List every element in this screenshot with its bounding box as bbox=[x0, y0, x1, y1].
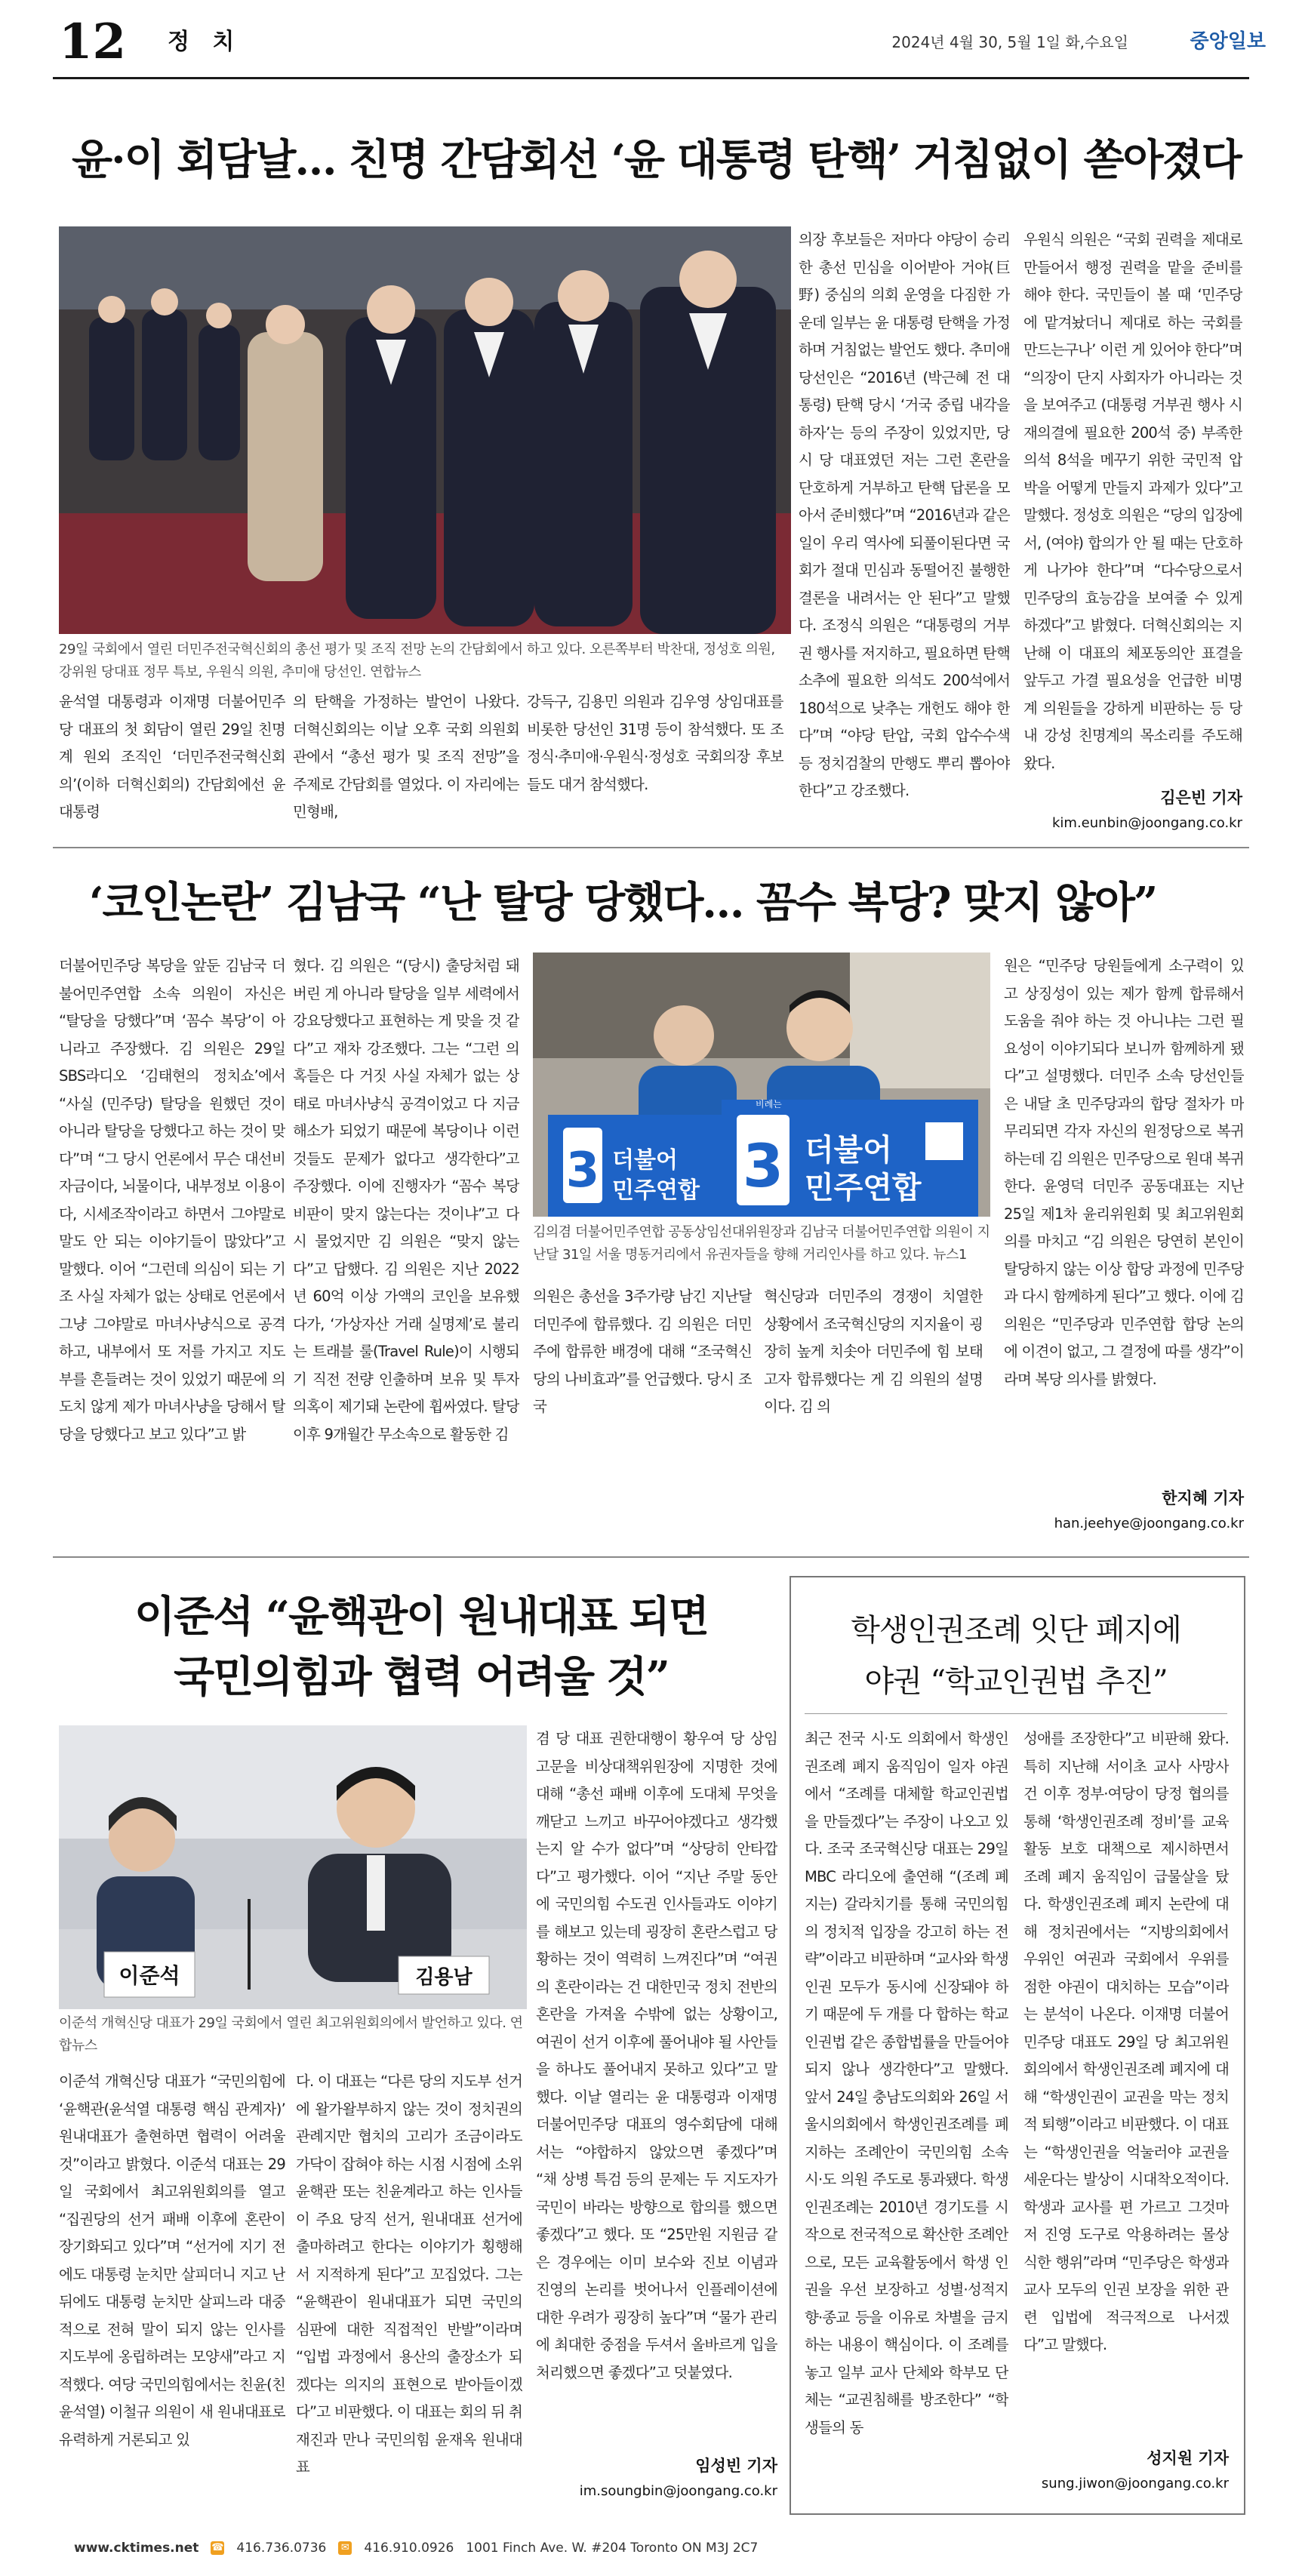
article1-photo-image bbox=[59, 226, 791, 634]
article1-headline: 윤·이 회담날… 친명 간담회선 ‘윤 대통령 탄핵’ 거침없이 쏟아졌다 bbox=[72, 135, 1241, 185]
footer-website[interactable]: www.cktimes.net bbox=[74, 2541, 199, 2556]
article2-column-4: 혁신당과 더민주의 경쟁이 치열한 상황에서 조국혁신당의 지지율이 굉장히 높게 치솟아 더민주에 힘 보태고자 합류했다는 게 김 의원의 설명이다. 김 의 bbox=[764, 1288, 983, 1415]
article2-email[interactable]: han.jeehye@joongang.co.kr bbox=[1054, 1516, 1244, 1531]
footer-phone-2: 416.910.0926 bbox=[364, 2541, 454, 2556]
article1-column-3: 강득구, 김용민 의원과 김우영 상임대표를 비롯한 당선인 31명 등이 참석했다. 또 조정식·추미애·우원식·정성호 국회의장 후보들도 대거 참석했다. bbox=[527, 693, 783, 793]
article4-column-2: 성애를 조장한다”고 비판해 왔다. 특히 지난해 서이초 교사 사망사건 이후 정부·여당이 당정 협의를 통해 ‘학생인권조례 정비’를 교육활동 보호 대책으로 제시하면서 조례 폐지 움직임이 급물살을 탔다. 학생인권조례 폐지 논란에 대해 정치권에서는 “지방의회에서 우위인 여권과 국회에서 우위를 점한 야권이 대치하는 모습”이라는 분석이 나온다. 이재명 더불어민주당 대표도 29일 당 최고위원회의에서 학생인권조례 폐지에 대해 “학생인권이 교권을 막는 정치적 퇴행”이라고 비판했다. 이 대표는 “학생인권을 억눌러야 교권을 세운다는 발상이 시대착오적이다. 학생과 교사를 편 가르고 그것마저 진영 도구로 악용하려는 몰상식한 행위”라며 “민주당은 학생과 교사 모두의 인권 보장을 위한 관련 입법에 적극적으로 나서겠다”고 말했다. bbox=[1023, 1730, 1229, 2353]
article4-headline-line2: 야권 “학교인권법 추진” bbox=[864, 1664, 1168, 1699]
sign-left-line1: 더불어 bbox=[612, 1147, 678, 1174]
article3-reporter: 임성빈 기자 bbox=[695, 2457, 777, 2475]
article3-headline-line1: 이준석 “윤핵관이 원내대표 되면 bbox=[134, 1592, 708, 1642]
article4-headline-line1: 학생인권조례 잇단 폐지에 bbox=[851, 1613, 1181, 1648]
article1-photo bbox=[59, 226, 791, 634]
header-rule bbox=[53, 77, 1249, 79]
article2-column-3: 의원은 총선을 3주가량 남긴 지난달 더민주에 합류했다. 김 의원은 더민주에 합류한 배경에 대해 “조국혁신당의 나비효과”를 언급했다. 당시 조국 bbox=[533, 1288, 752, 1415]
section-title: 정 치 bbox=[168, 29, 242, 55]
article1-reporter: 김은빈 기자 bbox=[1160, 789, 1242, 807]
sign-left-line2: 민주연합 bbox=[612, 1177, 700, 1204]
article4-headline-rule bbox=[805, 1713, 1227, 1714]
article1-column-5: 우원식 의원은 “국회 권력을 제대로 만들어서 행정 권력을 맡을 준비를 해야 한다. 국민들이 볼 때 ‘민주당에 맡겨놨더니 제대로 하는 국회를 만드는구나’ 이런 게 있어야 한다”며 “의장이 단지 사회자가 아니라는 것을 보여주고 (대통령 거부권 행사 시 재의결에 필요한 200석 중) 부족한 의석 8석을 메꾸기 위한 국민적 압박을 어떻게 만들지 과제가 있다”고 말했다. 정성호 의원은 “당의 입장에서, (여야) 합의가 안 될 때는 단호하게 나가야 한다”며 “다수당으로서 민주당의 효능감을 보여줄 수 있게 하겠다”고 밝혔다. 더혁신회의는 지난해 이 대표의 체포동의안 표결을 앞두고 가결 필요성을 언급한 비명계 의원들을 강하게 비판하는 등 당내 강성 친명계의 목소리를 주도해 왔다. bbox=[1023, 231, 1242, 772]
article2-column-1: 더불어민주당 복당을 앞둔 김남국 더불어민주연합 소속 의원이 자신은 “탈당을 당했다”며 ‘꼼수 복당’이 아니라고 주장했다. 김 의원은 29일 SBS라디오 ‘김태현의 정치쇼’에서 “사실 (민주당) 탈당을 원했던 것이 아니라 탈당을 당했다고 하는 것이 맞다”며 “그 당시 언론에서 무슨 대선비자금이다, 뇌물이다, 내부정보 이용이다, 시세조작이라고 하면서 그야말로 말도 안 되는 이야기들이 많았다”고 말했다. 이어 “그런데 의심이 되는 기조 사실 자체가 없는 상태로 언론에서 그냥 그야말로 마녀사냥식으로 공격하고, 내부에서 또 저를 가지고 지도부를 흔들려는 것이 있었기 때문에 의도치 않게 제가 마녀사냥을 당해서 탈당을 당했다고 보고 있다”고 밝 bbox=[59, 957, 285, 1443]
article2-photo-image bbox=[533, 953, 990, 1217]
article2-reporter: 한지혜 기자 bbox=[1162, 1489, 1244, 1507]
nameplate-1: 이준석 bbox=[119, 1963, 180, 1988]
sign-number-right: 3 bbox=[742, 1133, 784, 1201]
fax-icon: ✉ bbox=[338, 2541, 352, 2555]
issue-date: 2024년 4월 30, 5월 1일 화,수요일 bbox=[891, 33, 1128, 51]
footer bbox=[74, 2541, 758, 2556]
article1-column-1: 윤석열 대통령과 이재명 더불어민주당 대표의 첫 회담이 열린 29일 친명계 원외 조직인 ‘더민주전국혁신회의’(이하 더혁신회의) 간담회에선 윤 대통령 bbox=[59, 693, 285, 820]
article2-column-2: 혔다. 김 의원은 “(당시) 출당처럼 돼버린 게 아니라 탈당을 일부 세력에서 강요당했다고 표현하는 게 맞을 것 같다”고 재차 강조했다. 그는 “그런 의혹들은 다 거짓 사실 자체가 없는 상태로 마녀사냥식 공격이었고 다 지금 해소가 되었기 때문에 복당이나 이런 것들도 문제가 없다고 생각한다”고 주장했다. 이에 진행자가 “꼼수 복당 비판이 맞지 않는다는 것이냐”고 다시 물었지만 김 의원은 “맞지 않는다”고 답했다. 김 의원은 지난 2022년 60억 이상 가액의 코인을 보유했다가, ‘가상자산 거래 실명제’로 불리는 트래블 룰(Travel Rule)이 시행되기 직전 전량 인출하며 보유 및 투자 의혹이 제기돼 논란에 휩싸였다. 탈당 이후 9개월간 무소속으로 활동한 김 bbox=[293, 957, 519, 1443]
article3-photo-caption: 이준석 개혁신당 대표가 29일 국회에서 열린 최고위원회의에서 발언하고 있다. 연합뉴스 bbox=[59, 2015, 523, 2054]
article4-byline bbox=[1023, 2445, 1229, 2497]
article3-email[interactable]: im.soungbin@joongang.co.kr bbox=[579, 2483, 777, 2499]
nameplate-2: 김용남 bbox=[415, 1966, 472, 1989]
divider-1 bbox=[53, 847, 1249, 848]
article2-headline: ‘코인논란’ 김남국 “난 탈당 당했다… 꼼수 복당? 맞지 않아” bbox=[89, 878, 1157, 928]
footer-phone-1: 416.736.0736 bbox=[236, 2541, 327, 2556]
article4-email[interactable]: sung.jiwon@joongang.co.kr bbox=[1041, 2476, 1229, 2491]
article3-column-2: 다. 이 대표는 “다른 당의 지도부 선거에 왈가왈부하지 않는 것이 정치권의 관례지만 협치의 고리가 조금이라도 가닥이 잡혀야 하는 시점 시점에 소위 윤핵관 또는 친윤계라고 하는 인사들이 주요 당직 선거, 원내대표 선거에 출마하려고 한다는 이야기가 횡행해서 지적하게 된다”고 꼬집었다. 그는 “윤핵관이 원내대표가 되면 국민의 심판에 대한 직접적인 반발”이라며 “입법 과정에서 용산의 출장소가 되겠다는 의지의 표현으로 받아들이겠다”고 비판했다. 이 대표는 회의 뒤 취재진과 만나 국민의힘 윤재옥 원내대표 bbox=[296, 2073, 522, 2476]
article1-column-4: 의장 후보들은 저마다 야당이 승리한 총선 민심을 이어받아 거야(巨野) 중심의 의회 운영을 다짐한 가운데 일부는 윤 대통령 탄핵을 가정하며 거침없는 발언도 했다. 추미애 당선인은 “2016년 (박근혜 전 대통령) 탄핵 당시 ‘거국 중립 내각을 하자’는 등의 주장이 있었지만, 당시 당 대표였던 저는 그런 혼란을 단호하게 거부하고 탄핵 답론을 모아서 준비했다”며 “2016년과 같은 일이 우리 역사에 되풀이된다면 국회가 절대 민심과 동떨어진 불행한 결론을 내려서는 안 된다”고 말했다. 조정식 의원은 “대통령의 거부권 행사를 저지하고, 필요하면 탄핵소추에 필요한 의석도 200석에서 180석으로 낮추는 개헌도 해야 한다”며 “야당 탄압, 국회 압수수색 등 정치검찰의 만행도 뿌리 뽑아야 한다”고 강조했다. bbox=[799, 231, 1010, 799]
article3-photo-image bbox=[59, 1725, 527, 2009]
sign-small-label: 비례는 bbox=[756, 1099, 782, 1109]
article4-column-1: 최근 전국 시·도 의회에서 학생인권조례 폐지 움직임이 일자 야권에서 “조례를 대체할 학교인권법을 만들겠다”는 주장이 나오고 있다. 조국 조국혁신당 대표는 29일 MBC 라디오에 출연해 “(조례 폐지는) 갈라치기를 통해 국민의힘의 정치적 입장을 강고히 하는 전략”이라고 비판하며 “교사와 학생 인권 모두가 동시에 신장돼야 하기 때문에 두 개를 다 합하는 학교인권법 같은 종합법률을 만들어야 되지 않나 생각한다”고 말했다. 앞서 24일 충남도의회와 26일 서울시의회에서 학생인권조례를 폐지하는 조례안이 국민의힘 소속 시·도 의원 주도로 통과됐다. 학생인권조례는 2010년 경기도를 시작으로 전국적으로 확산한 조례안으로, 모든 교육활동에서 학생 인권을 우선 보장하고 성별·성적지향·종교 등을 이유로 차별을 금지하는 내용이 핵심이다. 이 조례를 놓고 일부 교사 단체와 학부모 단체는 “교권침해를 방조한다” “학생들의 동 bbox=[805, 1730, 1008, 2436]
article3-photo bbox=[59, 1725, 527, 2009]
article4-reporter: 성지원 기자 bbox=[1147, 2449, 1229, 2467]
article1-photo-caption: 29일 국회에서 열린 더민주전국혁신회의 총선 평가 및 조직 전망 논의 간담회에서 하고 있다. 오른쪽부터 박찬대, 정성호 의원, 강위원 당대표 정무 특보, 우원식 의원, 추미애 당선인. 연합뉴스 bbox=[59, 642, 775, 680]
article3-column-1: 이준석 개혁신당 대표가 “국민의힘에 ‘윤핵관(윤석열 대통령 핵심 관계자)’ 원내대표가 출현하면 협력이 어려울 것”이라고 밝혔다. 이준석 대표는 29일 국회에서 최고위원회의를 열고 “집권당의 선거 패배 이후에 혼란이 장기화되고 있다”며 “선거에 지기 전에도 대통령 눈치만 살피더니 지고 난 뒤에도 대통령 눈치만 살피느라 대중적으로 전혀 말이 되지 않는 인사를 지도부에 옹립하려는 모양새”라고 지적했다. 여당 국민의힘에서는 친윤(친윤석열) 이철규 의원이 새 원내대표로 유력하게 거론되고 있 bbox=[59, 2073, 285, 2448]
article2-photo bbox=[533, 953, 990, 1217]
footer-address: 1001 Finch Ave. W. #204 Toronto ON M3J 2C7 bbox=[466, 2541, 759, 2556]
brand-logo: 중앙일보 bbox=[1190, 30, 1266, 53]
sign-text-line2: 민주연합 bbox=[805, 1171, 922, 1205]
article3-byline bbox=[536, 2453, 777, 2504]
divider-2 bbox=[53, 1556, 1249, 1558]
article1-email[interactable]: kim.eunbin@joongang.co.kr bbox=[1052, 815, 1242, 831]
article2-photo-caption: 김의겸 더불어민주연합 공동상임선대위원장과 김남국 더불어민주연합 의원이 지난달 31일 서울 명동거리에서 유권자들을 향해 거리인사를 하고 있다. 뉴스1 bbox=[533, 1224, 990, 1263]
page-number: 12 bbox=[59, 14, 127, 70]
article2-column-5: 원은 “민주당 당원들에게 소구력이 있고 상징성이 있는 제가 함께 합류해서 도움을 줘야 하는 것 아니냐는 그런 필요성이 이야기되다 보니까 함께하게 됐다”고 설명했다. 더민주 소속 당선인들은 내달 초 민주당과의 합당 절차가 마무리되면 각자 자신의 원정당으로 복귀하는데 김 의원은 민주당으로 원대 복귀한다. 윤영덕 더민주 공동대표는 지난 25일 제1차 윤리위원회 및 최고위원회의를 마치고 “김 의원은 당연히 본인이 탈당하지 않는 이상 합당 과정에 민주당과 다시 함께하게 된다”고 했다. 이에 김 의원은 “민주당과 민주연합 합당 논의에 이견이 없고, 그 결정에 따를 생각”이라며 복당 의사를 밝혔다. bbox=[1004, 957, 1244, 1388]
sign-text-line1: 더불어 bbox=[805, 1133, 892, 1168]
phone-icon: ☎ bbox=[211, 2542, 224, 2553]
article2-byline bbox=[1004, 1485, 1244, 1537]
article3-column-3: 겸 당 대표 권한대행이 황우여 당 상임고문을 비상대책위원장에 지명한 것에 대해 “총선 패배 이후에 도대체 무엇을 깨닫고 느끼고 바꾸어야겠다고 생각했는지 알 수가 없다”며 “상당히 안타깝다”고 평가했다. 이어 “지난 주말 동안에 국민의힘 수도권 인사들과도 이야기를 해보고 있는데 굉장히 혼란스럽고 당황하는 것이 역력히 느껴진다”며 “여권의 혼란이라는 건 대한민국 정치 전반의 혼란을 가져올 수밖에 없는 상황이고, 여권이 선거 이후에 풀어내야 될 사안들을 하나도 풀어내지 못하고 있다”고 말했다. 이날 열리는 윤 대통령과 이재명 더불어민주당 대표의 영수회담에 대해서는 “야합하지 않았으면 좋겠다”며 “채 상병 특검 등의 문제는 두 지도자가 국민이 바라는 방향으로 합의를 했으면 좋겠다”고 했다. 또 “25만원 지원금 같은 경우에는 이미 보수와 진보 이념과 진영의 논리를 벗어나서 인플레이션에 대한 우려가 굉장히 높다”며 “물가 관리에 최대한 중점을 두셔서 올바르게 입을 처리했으면 좋겠다”고 덧붙였다. bbox=[536, 1730, 777, 2381]
article3-headline-line2: 국민의힘과 협력 어려울 것” bbox=[174, 1652, 669, 1702]
article1-byline bbox=[1023, 785, 1242, 836]
sign-number-left: 3 bbox=[565, 1143, 600, 1199]
article1-column-2: 의 탄핵을 가정하는 발언이 나왔다. 더혁신회의는 이날 오후 국회 의원회관에서 “총선 평가 및 조직 전망”을 주제로 간담회를 열었다. 이 자리에는 민형배, bbox=[293, 693, 519, 820]
